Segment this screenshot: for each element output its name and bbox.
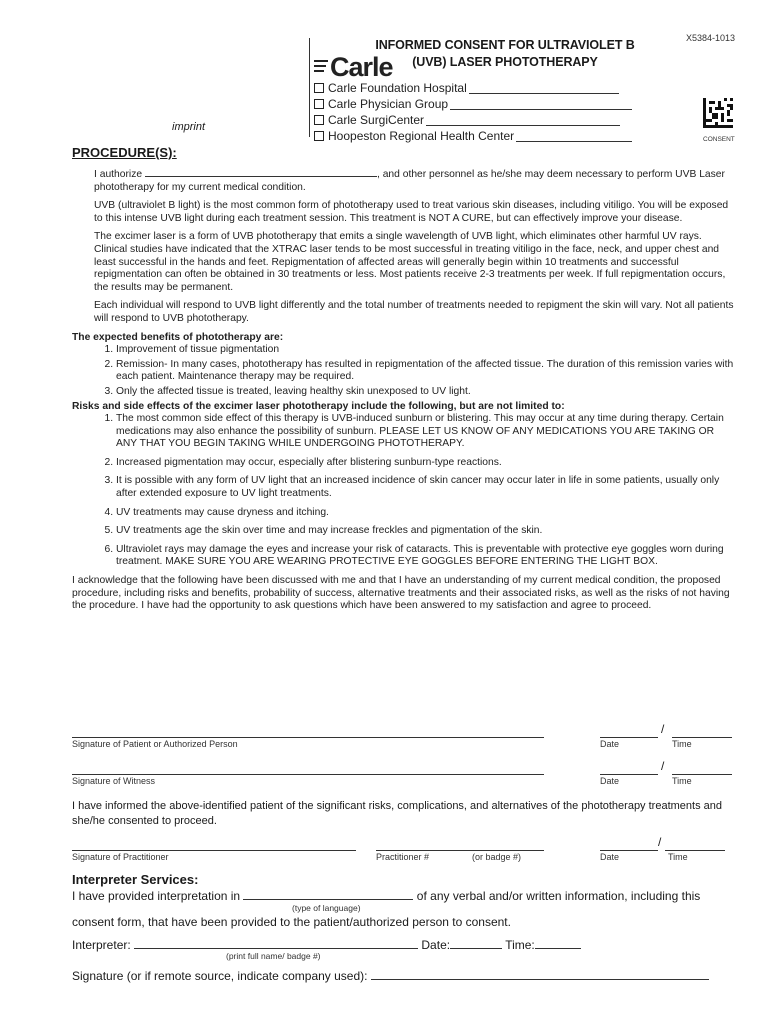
slash-separator: / [661,759,665,773]
practitioner-time-field[interactable] [665,849,725,851]
language-field[interactable] [243,888,413,900]
facility-option[interactable] [314,96,632,112]
facility-option[interactable] [314,128,632,144]
interpreter-time-label: Time: [505,938,535,952]
date-label: Date [600,739,620,749]
interpreter-label: Interpreter: [72,938,131,952]
header-divider [309,38,310,137]
facility-label: Carle Foundation Hospital [328,81,467,95]
practitioner-number-label: Practitioner # [376,852,430,862]
interpreter-date-label: Date: [421,938,451,952]
checkbox-icon[interactable] [314,115,324,125]
benefits-list [72,344,734,398]
consent-label: CONSENT [703,136,735,143]
list-item: 3. It is possible with any form of UV light that an increased incidence of skin cancer may occur later in life in some patients, usually only after extended exposure to UV light treatments. [116,475,734,500]
practitioner-number-field[interactable] [376,849,544,851]
list-item: 1. The most common side effect of this therapy is UVB-induced sunburn or blistering. This may occur at any time during therapy. Certain medications may also enhance the possibility of sunburn. PLEASE LET US KNOW OF ANY MEDICATIONS YOU ARE TAKING OR ANY THAT YOU BEGIN TAKING WHILE UNDERGOING PHOTOTHERAPY. [116,413,734,451]
facility-list [314,80,632,144]
facility-label: Carle SurgiCenter [328,113,425,127]
time-label: Time [672,739,692,749]
list-item: 2. Increased pigmentation may occur, especially after blistering sunburn-type reactions. [116,457,734,470]
interpreter-date-field[interactable] [450,937,502,949]
badge-label: (or badge #) [472,852,522,862]
carle-logo-mark [314,60,328,75]
fill-line [426,115,620,126]
language-type-label: (type of language) [292,903,361,913]
practitioner-signature-label: Signature of Practitioner [72,852,169,862]
procedure-heading: PROCEDURE(S): [72,145,177,160]
print-name-label: (print full name/ badge #) [226,951,321,961]
document-code: X5384-1013 [686,33,736,43]
list-item: 2. Remission- In many cases, phototherapy has resulted in repigmentation of the affected tissue. The duration of this remission varies with each patient. Maintenance therapy may be required. [116,359,734,384]
carle-logo: Carle [330,52,393,82]
authorize-pre: I authorize [94,169,143,180]
interpreter-signature-field[interactable] [371,968,709,980]
barcode-icon [703,98,733,128]
consent-body [72,166,734,619]
witness-signature-label: Signature of Witness [72,776,156,786]
date-label: Date [600,852,620,862]
uvb-paragraph: UVB (ultraviolet B light) is the most common form of phototherapy used to treat various skin diseases, including vitiligo. You will be exposed to this intense UVB light during each treatment session. This treatment is NOT A CURE, but can effectively improve your disease. [94,200,729,224]
excimer-paragraph: The excimer laser is a form of UVB phototherapy that emits a single wavelength of UVB light, which eliminates other harmful UV rays. Clinical studies have indicated that the XTRAC laser tends to be most successful in treating vitiligo in the face, neck, and upper chest and least successful in the hands and feet. Repigmentation of affected areas will generally begin within 10 treatments and successful repigmentation can often be obtained in 30 treatments or less. Most patients receive 2-3 treatments per week. If full repigmentation occurs, the results may be permanent. [94,231,726,293]
slash-separator: / [658,835,662,849]
imprint-label: imprint [172,121,206,133]
practitioner-date-field[interactable] [600,849,658,851]
interpreter-line3 [72,937,581,952]
interpreter-line2: consent form, that have been provided to the patient/authorized person to consent. [72,915,511,929]
risks-heading: Risks and side effects of the excimer laser phototherapy include the following, but are not limited to: [72,400,565,412]
witness-date-field[interactable] [600,773,658,775]
fill-line [469,83,619,94]
slash-separator: / [661,722,665,736]
list-item: 3. Only the affected tissue is treated, leaving healthy skin unexposed to UV light. [116,386,734,399]
patient-signature-label: Signature of Patient or Authorized Person [72,739,238,749]
benefits-heading: The expected benefits of phototherapy are: [72,331,284,343]
checkbox-icon[interactable] [314,83,324,93]
practitioner-statement: I have informed the above-identified patient of the significant risks, complications, and alternatives of the phototherapy treatments and she/he consented to proceed. [72,800,722,827]
list-item: 6. Ultraviolet rays may damage the eyes and increase your risk of cataracts. This is preventable with protective eye goggles worn during treatment. MAKE SURE YOU ARE WEARING PROTECTIVE EYE GOGGLES BEFORE ENTERING THE LIGHT BOX. [116,544,734,569]
risks-list [72,413,734,569]
form-title-line2: (UVB) LASER PHOTOTHERAPY [412,55,598,69]
interpreter-line1-post: of any verbal and/or written information, including this [416,889,701,903]
facility-option[interactable] [314,80,632,96]
witness-signature-field[interactable] [72,773,544,775]
acknowledge-paragraph: I acknowledge that the following have been discussed with me and that I have an understanding of my current medical condition, the proposed procedure, including risks and benefits, probability of success, alternative treatments and their associated risks, as well as the risks of not having the procedure. I have had the opportunity to ask questions which have been answered to my satisfaction and agree to proceed. [72,575,730,612]
list-item: 1. Improvement of tissue pigmentation [116,344,734,357]
date-label: Date [600,776,620,786]
witness-time-field[interactable] [672,773,732,775]
interpreter-name-field[interactable] [134,937,418,949]
facility-label: Hoopeston Regional Health Center [328,129,515,143]
list-item: 4. UV treatments may cause dryness and itching. [116,507,734,520]
checkbox-icon[interactable] [314,99,324,109]
authorize-line2: phototherapy for my current medical condition. [94,181,306,193]
fill-line [516,131,632,142]
authorize-statement [72,166,734,194]
patient-signature-field[interactable] [72,736,544,738]
interpreter-signature-label: Signature (or if remote source, indicate company used): [72,969,368,983]
form-title-line1: INFORMED CONSENT FOR ULTRAVIOLET B [375,38,635,52]
list-item: 5. UV treatments age the skin over time and may increase freckles and pigmentation of the skin. [116,525,734,538]
interpreter-heading: Interpreter Services: [72,872,199,887]
patient-date-field[interactable] [600,736,658,738]
time-label: Time [668,852,688,862]
facility-label: Carle Physician Group [328,97,449,111]
physician-name-field[interactable] [145,166,377,177]
time-label: Time [672,776,692,786]
facility-option[interactable] [314,112,632,128]
interpreter-line4 [72,968,709,983]
interpreter-line1-pre: I have provided interpretation in [72,889,241,903]
checkbox-icon[interactable] [314,131,324,141]
interpreter-line1 [72,888,700,903]
fill-line [450,99,632,110]
patient-time-field[interactable] [672,736,732,738]
practitioner-signature-field[interactable] [72,849,356,851]
interpreter-time-field[interactable] [535,937,581,949]
authorize-post: , and other personnel as he/she may deem necessary to perform UVB Laser [376,169,725,180]
individual-paragraph: Each individual will respond to UVB light differently and the total number of treatments needed to repigment the skin will vary. Not all patients will respond to UVB phototherapy. [94,300,734,324]
